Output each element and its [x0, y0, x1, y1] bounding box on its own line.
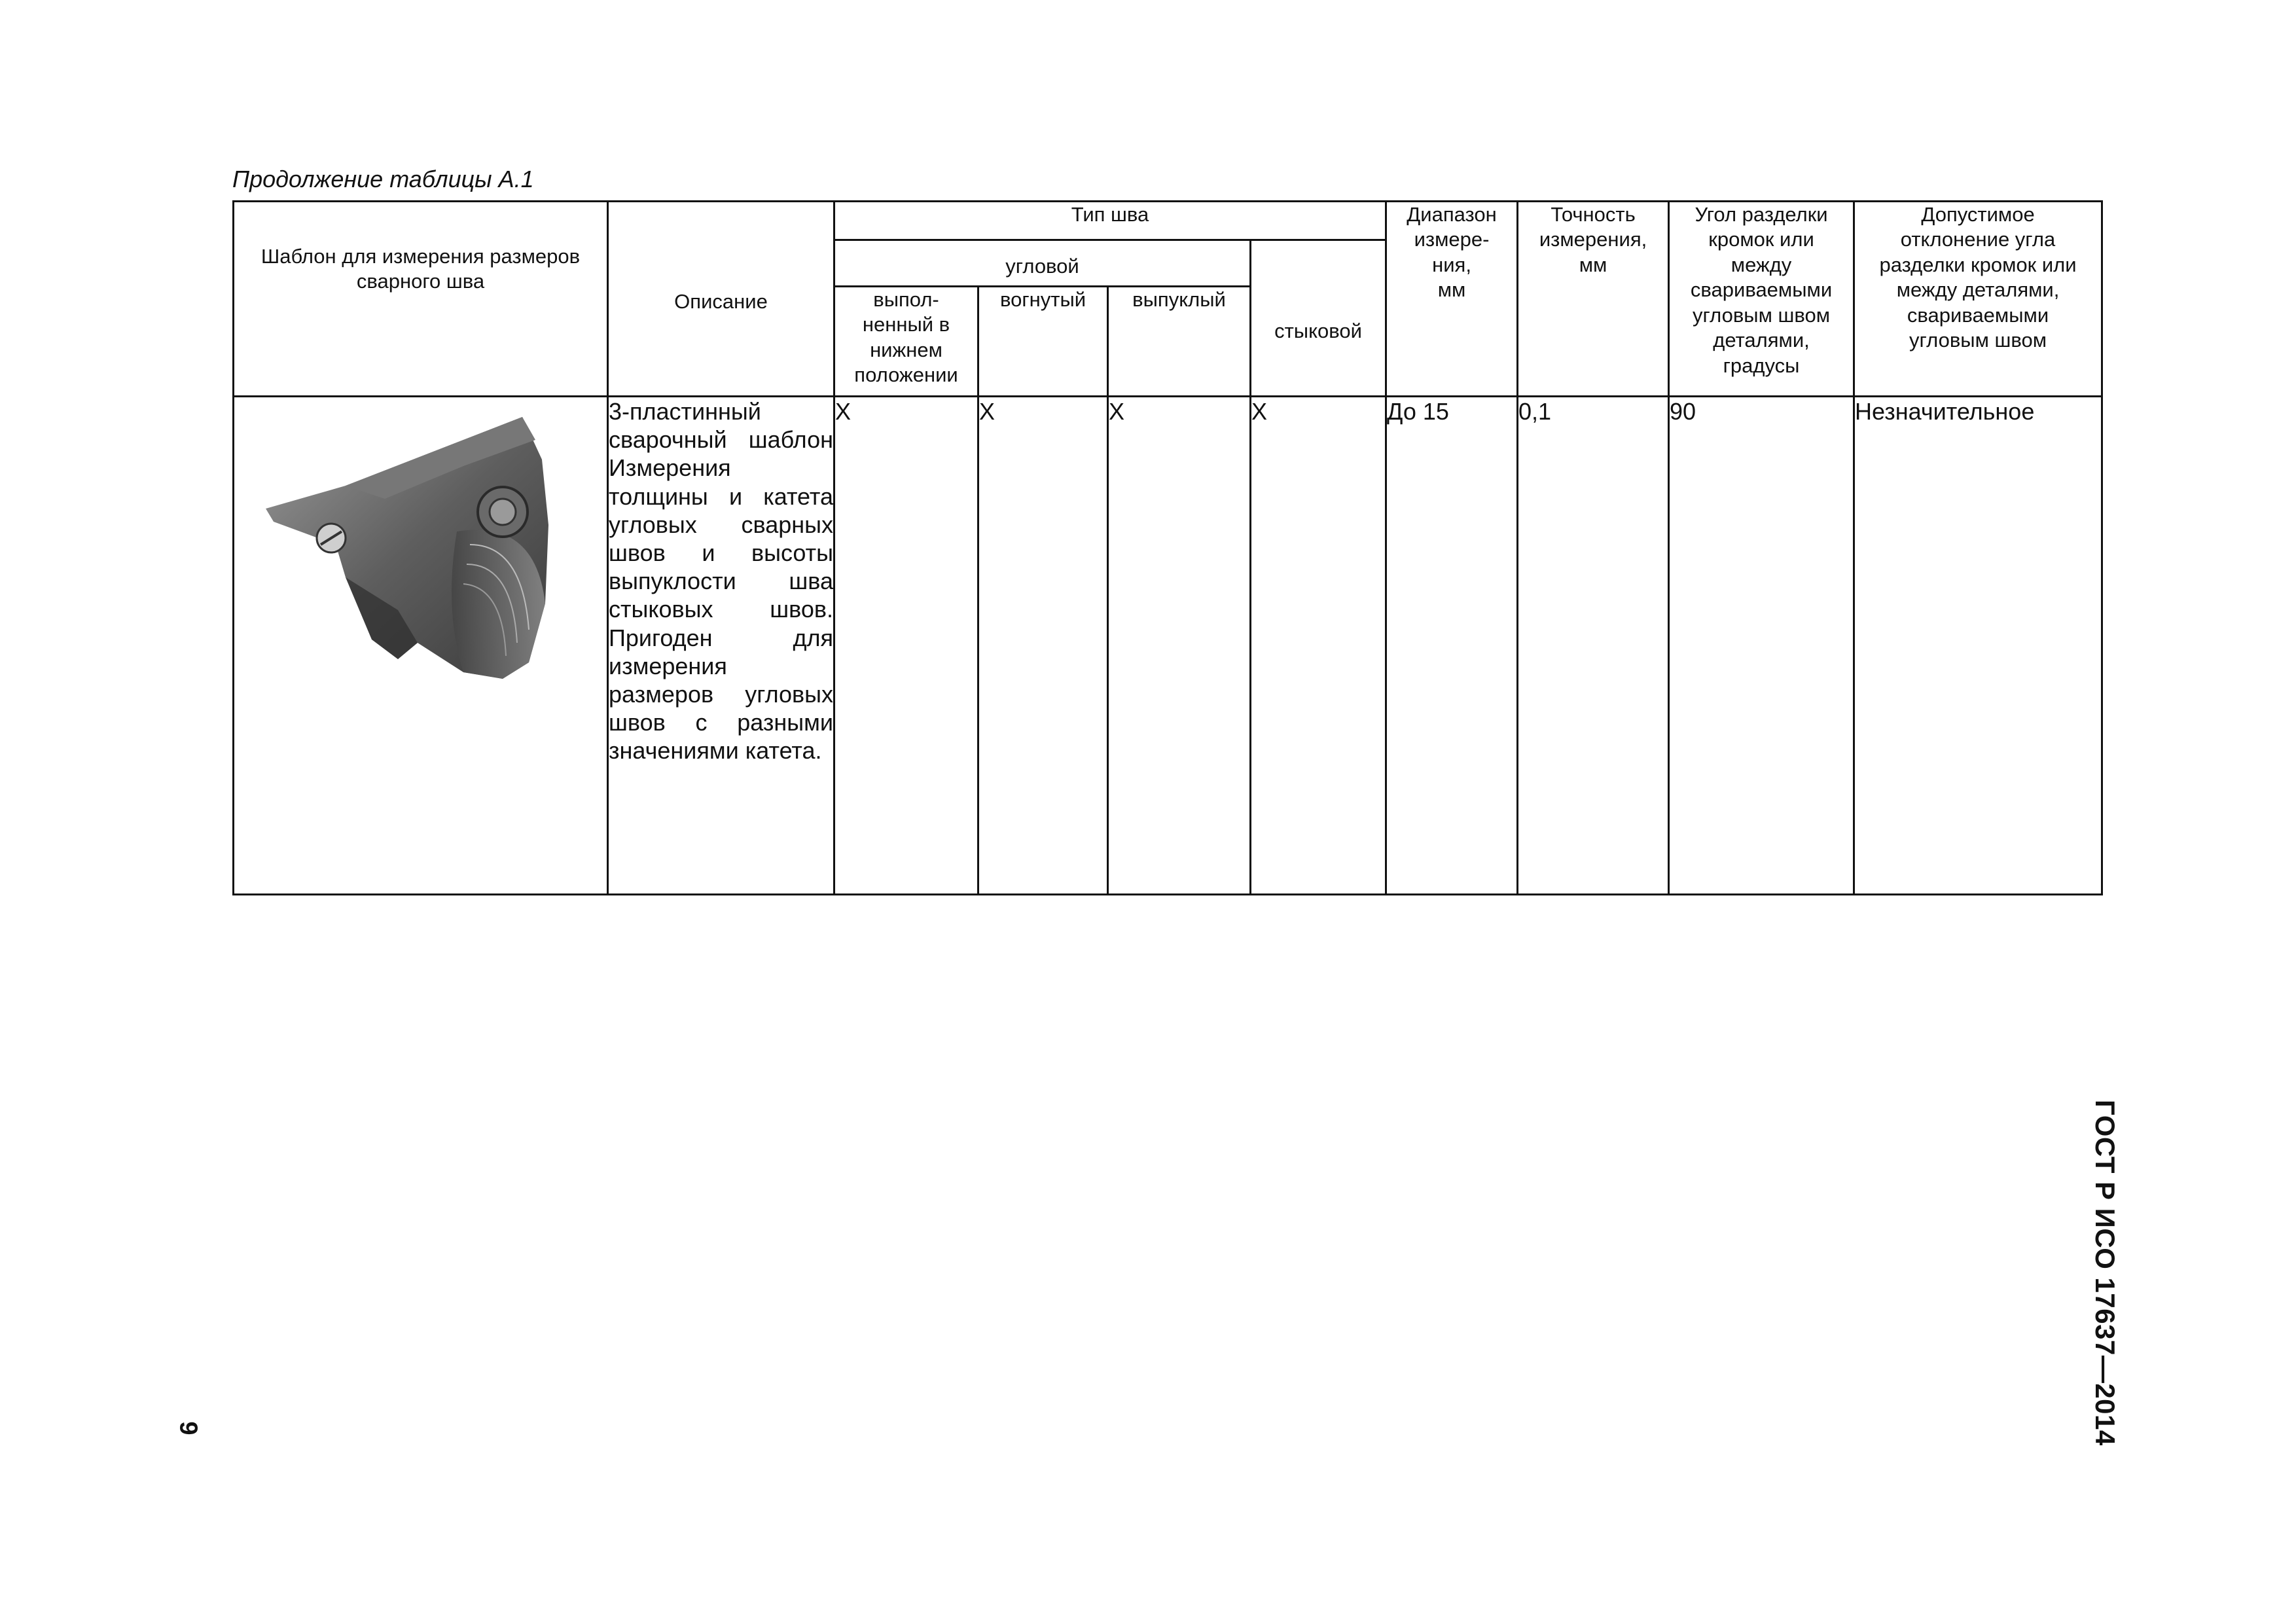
cell-convex: Х: [1108, 397, 1251, 895]
header-convex: выпуклый: [1108, 287, 1251, 397]
standard-code: ГОСТ Р ИСО 17637—2014: [2090, 1100, 2121, 1446]
header-deviation: Допустимое отклонение угла разделки кромок или между деталями, свариваемыми угловым швом: [1854, 202, 2102, 397]
header-accuracy: Точность измерения, мм: [1518, 202, 1669, 397]
welding-gauge-photo-icon: [247, 414, 588, 702]
page-number: 9: [174, 1421, 202, 1435]
header-butt: стыковой: [1251, 240, 1386, 397]
description-cell: 3-пластинный сварочный шаблон Измерения толщины и катета угловых сварных швов и высоты выпуклости шва стыковых швов. Пригоден для измерения размеров угловых швов с разными значениями катета.: [608, 397, 834, 895]
header-description: Описание: [608, 202, 834, 397]
cell-angle: 90: [1669, 397, 1854, 895]
header-range: Диапазон измере- ния, мм: [1386, 202, 1518, 397]
table-caption: Продолжение таблицы А.1: [232, 166, 534, 192]
header-angle: Угол разделки кромок или между свариваемыми угловым швом деталями, градусы: [1669, 202, 1854, 397]
header-seam-type: Тип шва: [834, 202, 1386, 240]
template-image-cell: [234, 397, 608, 895]
header-flat: выпол- ненный в нижнем положении: [834, 287, 978, 397]
cell-deviation: Незначительное: [1854, 397, 2102, 895]
cell-concave: Х: [978, 397, 1108, 895]
header-fillet: угловой: [834, 240, 1251, 287]
header-template: Шаблон для измерения размеров сварного шва: [234, 202, 608, 397]
header-concave: вогнутый: [978, 287, 1108, 397]
cell-range: До 15: [1386, 397, 1518, 895]
cell-flat: Х: [834, 397, 978, 895]
cell-butt: Х: [1251, 397, 1386, 895]
cell-accuracy: 0,1: [1518, 397, 1669, 895]
instruments-table: [232, 200, 2103, 895]
